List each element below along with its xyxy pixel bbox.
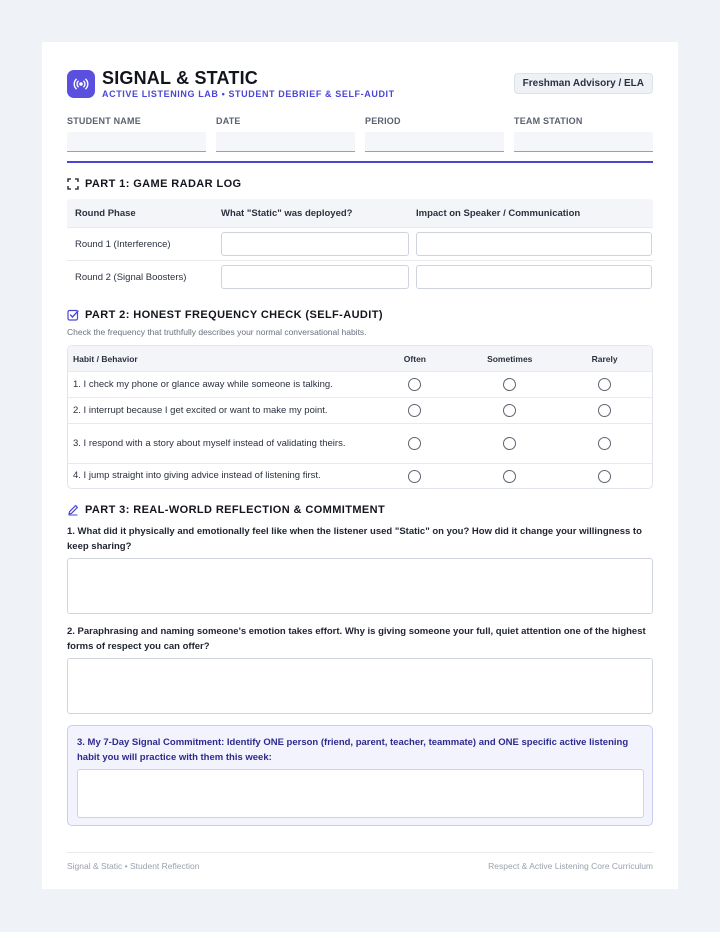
rarely-cell xyxy=(557,378,652,391)
often-cell xyxy=(367,378,462,391)
team-station-label: TEAM STATION xyxy=(514,116,583,126)
rarely-cell xyxy=(557,470,652,483)
col-sometimes: Sometimes xyxy=(487,353,533,364)
often-cell xyxy=(367,437,462,450)
student-info-fields xyxy=(67,116,653,160)
sometimes-cell xyxy=(462,470,557,483)
habit-audit-table xyxy=(67,345,653,489)
worksheet-content xyxy=(67,68,653,871)
round-phase-cell: Round 2 (Signal Boosters) xyxy=(75,271,187,283)
habit-text: 4. I jump straight into giving advice instead of listening first. xyxy=(73,470,321,481)
sometimes-cell xyxy=(462,437,557,450)
worksheet-header xyxy=(67,68,653,116)
question-2: 2. Paraphrasing and naming someone's emotion takes effort. Why is giving someone your full, quiet attention one of the highest forms of respect you can offer? xyxy=(67,626,646,652)
team-station-field-group xyxy=(514,116,653,160)
often-cell xyxy=(367,470,462,483)
checkbox-icon xyxy=(67,309,79,321)
col-round-phase: Round Phase xyxy=(75,207,136,219)
page-subtitle: ACTIVE LISTENING LAB • STUDENT DEBRIEF & SELF-AUDIT xyxy=(102,89,395,99)
student-name-label: STUDENT NAME xyxy=(67,116,141,126)
static-input[interactable] xyxy=(221,265,409,289)
footer-right: Respect & Active Listening Core Curriculum xyxy=(488,861,653,871)
impact-cell xyxy=(412,265,653,289)
header-divider xyxy=(67,161,653,163)
part2-section xyxy=(67,309,653,489)
rarely-cell xyxy=(557,404,652,417)
student-name-field-group xyxy=(67,116,206,160)
pencil-icon xyxy=(67,504,79,516)
page-footer xyxy=(67,852,653,871)
period-input[interactable] xyxy=(365,132,504,152)
col-static-deployed: What "Static" was deployed? xyxy=(221,207,353,219)
habit-text: 3. I respond with a story about myself instead of validating theirs. xyxy=(73,437,346,449)
part1-heading xyxy=(67,178,653,190)
sometimes-radio[interactable] xyxy=(503,378,516,391)
date-label: DATE xyxy=(216,116,241,126)
part2-title: PART 2: HONEST FREQUENCY CHECK (SELF-AUDIT) xyxy=(85,309,383,321)
impact-cell xyxy=(412,232,653,256)
footer-left: Signal & Static • Student Reflection xyxy=(67,861,200,871)
static-cell xyxy=(217,232,412,256)
team-station-input[interactable] xyxy=(514,132,653,152)
often-radio[interactable] xyxy=(408,470,421,483)
period-label: PERIOD xyxy=(365,116,401,126)
table-row xyxy=(68,463,652,488)
period-field-group xyxy=(365,116,504,160)
answer-1-textarea[interactable] xyxy=(67,558,653,614)
table-row xyxy=(67,260,653,293)
part1-title: PART 1: GAME RADAR LOG xyxy=(85,178,242,190)
student-name-input[interactable] xyxy=(67,132,206,152)
question-3: 3. My 7-Day Signal Commitment: Identify ONE person (friend, parent, teacher, teammate) and ONE specific active listening habit you will practice with them this week: xyxy=(77,737,629,763)
scan-frame-icon xyxy=(67,178,79,190)
static-input[interactable] xyxy=(221,232,409,256)
worksheet-page xyxy=(42,42,678,889)
sometimes-cell xyxy=(462,404,557,417)
often-cell xyxy=(367,404,462,417)
rarely-radio[interactable] xyxy=(598,404,611,417)
col-impact: Impact on Speaker / Communication xyxy=(416,207,581,219)
radar-table-header xyxy=(67,199,653,227)
often-radio[interactable] xyxy=(408,404,421,417)
col-rarely: Rarely xyxy=(591,353,618,364)
habit-table-header xyxy=(68,346,652,371)
page-title: SIGNAL & STATIC xyxy=(102,68,258,88)
sometimes-radio[interactable] xyxy=(503,470,516,483)
rarely-radio[interactable] xyxy=(598,437,611,450)
part2-heading xyxy=(67,309,653,321)
col-habit: Habit / Behavior xyxy=(73,353,138,364)
round-phase-cell: Round 1 (Interference) xyxy=(75,238,171,250)
table-row xyxy=(68,423,652,463)
commitment-box xyxy=(67,725,653,826)
answer-2-textarea[interactable] xyxy=(67,658,653,714)
rarely-radio[interactable] xyxy=(598,470,611,483)
sometimes-cell xyxy=(462,378,557,391)
col-often: Often xyxy=(403,353,426,364)
part3-section xyxy=(67,504,653,826)
commitment-textarea[interactable] xyxy=(77,769,644,818)
habit-text: 1. I check my phone or glance away while someone is talking. xyxy=(73,378,333,390)
often-radio[interactable] xyxy=(408,378,421,391)
sometimes-radio[interactable] xyxy=(503,404,516,417)
date-input[interactable] xyxy=(216,132,355,152)
course-badge: Freshman Advisory / ELA xyxy=(514,73,653,94)
static-cell xyxy=(217,265,412,289)
date-field-group xyxy=(216,116,355,160)
part3-heading xyxy=(67,504,653,516)
habit-text: 2. I interrupt because I get excited or want to make my point. xyxy=(73,404,328,416)
question-1: 1. What did it physically and emotionally feel like when the listener used "Static" on you? How did it change your willingness to keep sharing? xyxy=(67,526,642,552)
game-radar-table xyxy=(67,199,653,293)
part2-description: Check the frequency that truthfully describes your normal conversational habits. xyxy=(67,327,367,337)
often-radio[interactable] xyxy=(408,437,421,450)
rarely-radio[interactable] xyxy=(598,378,611,391)
table-row xyxy=(68,371,652,397)
table-row xyxy=(67,227,653,260)
rarely-cell xyxy=(557,437,652,450)
sometimes-radio[interactable] xyxy=(503,437,516,450)
impact-input[interactable] xyxy=(416,265,652,289)
impact-input[interactable] xyxy=(416,232,652,256)
broadcast-icon xyxy=(67,70,95,98)
part3-title: PART 3: REAL-WORLD REFLECTION & COMMITMENT xyxy=(85,504,386,516)
part1-section xyxy=(67,178,653,293)
table-row xyxy=(68,397,652,423)
